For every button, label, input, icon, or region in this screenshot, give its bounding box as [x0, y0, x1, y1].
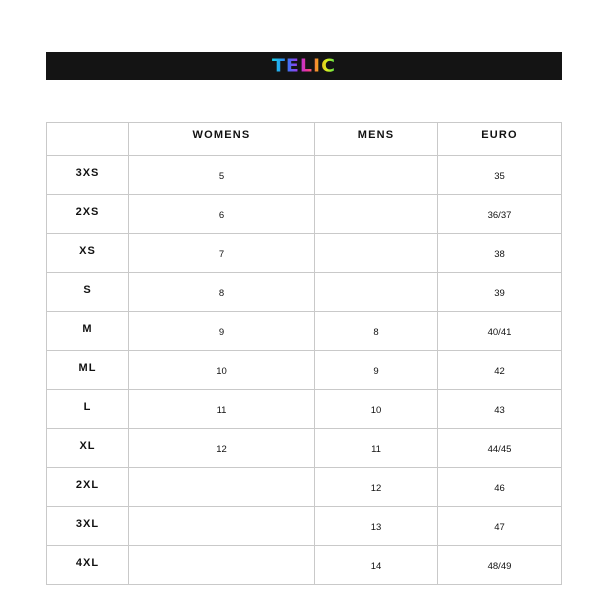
size-label: L: [47, 390, 129, 429]
womens-cell: 8: [129, 273, 315, 312]
euro-cell: 36/37: [438, 195, 562, 234]
mens-cell: [315, 195, 438, 234]
mens-cell: 14: [315, 546, 438, 585]
mens-cell: [315, 156, 438, 195]
euro-cell: 42: [438, 351, 562, 390]
euro-cell: 44/45: [438, 429, 562, 468]
header-euro: EURO: [438, 123, 562, 156]
euro-cell: 40/41: [438, 312, 562, 351]
table-row: [47, 390, 562, 429]
size-label: 3XS: [47, 156, 129, 195]
euro-cell: 48/49: [438, 546, 562, 585]
mens-cell: 11: [315, 429, 438, 468]
table-row: [47, 507, 562, 546]
womens-cell: 12: [129, 429, 315, 468]
euro-cell: 46: [438, 468, 562, 507]
euro-cell: 38: [438, 234, 562, 273]
size-chart-table: [46, 122, 562, 585]
womens-cell: 9: [129, 312, 315, 351]
header-mens: MENS: [315, 123, 438, 156]
table-row: [47, 429, 562, 468]
size-label: XS: [47, 234, 129, 273]
womens-cell: [129, 546, 315, 585]
size-label: 4XL: [47, 546, 129, 585]
header-size: [47, 123, 129, 156]
size-label: S: [47, 273, 129, 312]
womens-cell: 11: [129, 390, 315, 429]
mens-cell: 13: [315, 507, 438, 546]
size-label: 2XS: [47, 195, 129, 234]
header-row: [47, 123, 562, 156]
table-row: [47, 312, 562, 351]
euro-cell: 35: [438, 156, 562, 195]
mens-cell: 12: [315, 468, 438, 507]
womens-cell: [129, 507, 315, 546]
header-womens: WOMENS: [129, 123, 315, 156]
womens-cell: 6: [129, 195, 315, 234]
womens-cell: 5: [129, 156, 315, 195]
mens-cell: [315, 234, 438, 273]
mens-cell: [315, 273, 438, 312]
brand-header-bar: [46, 52, 562, 80]
size-label: 2XL: [47, 468, 129, 507]
womens-cell: [129, 468, 315, 507]
mens-cell: 8: [315, 312, 438, 351]
euro-cell: 47: [438, 507, 562, 546]
mens-cell: 9: [315, 351, 438, 390]
euro-cell: 43: [438, 390, 562, 429]
size-label: M: [47, 312, 129, 351]
table-row: [47, 156, 562, 195]
table-row: [47, 234, 562, 273]
telic-logo: TELIC: [271, 55, 337, 76]
size-label: 3XL: [47, 507, 129, 546]
womens-cell: 10: [129, 351, 315, 390]
size-label: ML: [47, 351, 129, 390]
table-row: [47, 546, 562, 585]
mens-cell: 10: [315, 390, 438, 429]
euro-cell: 39: [438, 273, 562, 312]
table-row: [47, 468, 562, 507]
table-row: [47, 195, 562, 234]
table-row: [47, 273, 562, 312]
size-label: XL: [47, 429, 129, 468]
table-row: [47, 351, 562, 390]
womens-cell: 7: [129, 234, 315, 273]
